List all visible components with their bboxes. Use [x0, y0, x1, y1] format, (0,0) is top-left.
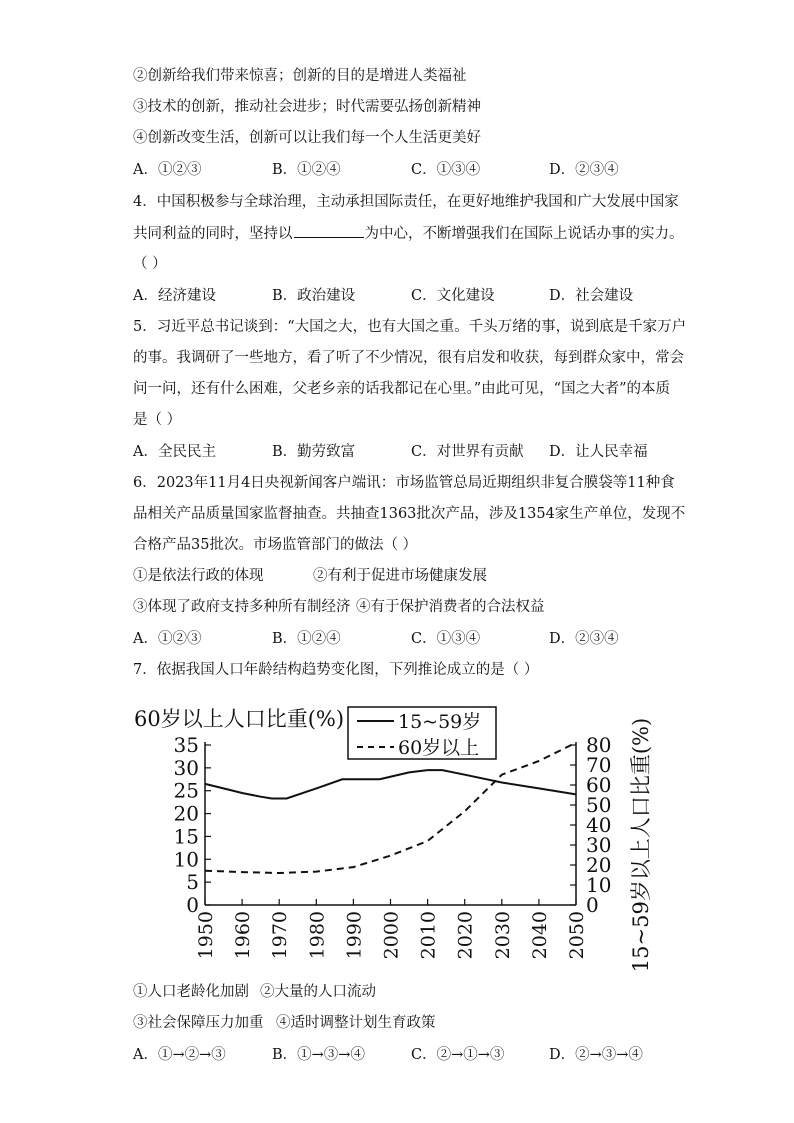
- right-axis-label: 15~59岁以上人口比重(%): [629, 717, 653, 973]
- q6-option-a[interactable]: A．①②③: [133, 631, 202, 647]
- right-tick-label: 70: [586, 753, 612, 777]
- q3-option-b[interactable]: B．①②④: [272, 162, 341, 178]
- x-tick-label: 1970: [269, 911, 292, 960]
- q7-items-row-1: [133, 982, 376, 1002]
- x-tick-label: 1990: [343, 911, 366, 960]
- right-tick-label: 80: [586, 733, 612, 757]
- q6-items-row-1: [133, 566, 487, 586]
- left-tick-label: 0: [186, 893, 199, 917]
- q4-stem-before-blank: 共同利益的同时，坚持以: [133, 226, 293, 242]
- q6-option-b[interactable]: B．①②④: [272, 631, 341, 647]
- q4-stem-after-blank: 为中心，不断增强我们在国际上说话办事的实力。: [364, 226, 684, 242]
- left-axis-label: 60岁以上人口比重(%): [134, 707, 345, 731]
- q7-item-3: ③社会保障压力加重: [133, 1015, 264, 1031]
- series-line-60-plus: [205, 743, 576, 873]
- q7-option-b[interactable]: B．①→③→④: [272, 1047, 365, 1063]
- right-tick-label: 50: [586, 793, 612, 817]
- q6-item-1: ①是依法行政的体现: [133, 568, 264, 584]
- legend: [348, 707, 496, 759]
- left-tick-label: 20: [173, 801, 199, 826]
- q4-option-b[interactable]: B．政治建设: [272, 288, 356, 304]
- x-tick-label: 2040: [528, 911, 551, 960]
- right-tick-label: 0: [586, 893, 599, 917]
- series-lines: [205, 743, 576, 873]
- q4-option-c[interactable]: C．文化建设: [411, 288, 495, 304]
- x-tick-label: 2020: [454, 911, 477, 960]
- q6-items-row-2: [133, 597, 545, 617]
- q6-item-4: ④有于保护消费者的合法权益: [356, 599, 545, 615]
- q6-item-3: ③体现了政府支持多种所有制经济: [133, 599, 351, 615]
- q3-option-c[interactable]: C．①③④: [411, 162, 481, 178]
- q3-item-3: ③技术的创新，推动社会进步；时代需要弘扬创新精神: [133, 99, 481, 115]
- q7-stem: 7．依据我国人口年龄结构趋势变化图，下列推论成立的是（ ）: [133, 662, 539, 678]
- x-tick-label: 1960: [232, 911, 255, 960]
- right-tick-label: 10: [586, 873, 612, 897]
- right-tick-label: 60: [586, 773, 612, 797]
- q4-stem-line-2: [133, 223, 684, 244]
- right-tick-label: 40: [586, 813, 612, 837]
- q3-item-2: ②创新给我们带来惊喜；创新的目的是增进人类福祉: [133, 68, 467, 84]
- left-tick-label: 35: [173, 733, 199, 757]
- x-tick-label: 2030: [491, 911, 514, 960]
- q5-option-a[interactable]: A．全民民主: [133, 444, 216, 460]
- population-chart: [128, 690, 668, 980]
- right-tick-label: 30: [586, 833, 612, 857]
- q5-option-b[interactable]: B．勤劳致富: [272, 444, 356, 460]
- q5-option-d[interactable]: D．让人民幸福: [549, 444, 648, 460]
- x-tick-label: 1980: [306, 911, 329, 960]
- axes: [174, 733, 612, 959]
- q3-option-d[interactable]: D．②③④: [549, 162, 619, 178]
- q6-stem-line-2: 品相关产品质量国家监督抽查。共抽查1363批次产品，涉及1354家生产单位，发现不: [133, 506, 686, 522]
- q5-stem-line-4: 是（ ）: [133, 412, 182, 428]
- q7-option-a[interactable]: A．①→②→③: [133, 1047, 226, 1063]
- left-tick-label: 5: [186, 870, 199, 895]
- legend-label-15-59: 15~59岁: [398, 711, 482, 733]
- q6-stem-line-1: 6．2023年11月4日央视新闻客户端讯：市场监管总局近期组织非复合膜袋等11种食: [133, 475, 675, 491]
- x-tick-label: 2050: [566, 911, 588, 960]
- q7-item-4: ④适时调整计划生育政策: [276, 1015, 436, 1031]
- q5-stem-line-3: 问一问，还有什么困难，父老乡亲的话我都记在心里。”由此可见，“国之大者”的本质: [133, 381, 670, 397]
- q7-option-c[interactable]: C．②→①→③: [411, 1047, 505, 1063]
- q5-stem-line-2: 的事。我调研了一些地方，看了听了不少情况，很有启发和收获，每到群众家中，常会: [133, 350, 684, 366]
- legend-label-60-plus: 60岁以上: [398, 737, 480, 759]
- q6-item-2: ②有利于促进市场健康发展: [313, 568, 487, 584]
- q4-stem-line-1: 4．中国积极参与全球治理，主动承担国际责任，在更好地维护我国和广大发展中国家: [133, 194, 679, 210]
- q5-stem-line-1: 5．习近平总书记谈到：“大国之大，也有大国之重。千头万绪的事，说到底是千家万户: [133, 319, 687, 335]
- q7-item-1: ①人口老龄化加剧: [133, 984, 249, 1000]
- answer-blank: [294, 223, 364, 238]
- q7-option-d[interactable]: D．②→③→④: [549, 1047, 643, 1063]
- q4-option-d[interactable]: D．社会建设: [549, 288, 634, 304]
- q7-item-2: ②大量的人口流动: [260, 984, 376, 1000]
- x-tick-label: 1950: [195, 911, 217, 960]
- q6-option-d[interactable]: D．②③④: [549, 631, 619, 647]
- q5-option-c[interactable]: C．对世界有贡献: [411, 444, 524, 460]
- q4-option-a[interactable]: A．经济建设: [133, 288, 216, 304]
- q6-option-c[interactable]: C．①③④: [411, 631, 481, 647]
- left-tick-label: 25: [173, 778, 199, 803]
- q3-option-a[interactable]: A．①②③: [133, 162, 202, 178]
- q3-item-4: ④创新改变生活，创新可以让我们每一个人生活更美好: [133, 130, 481, 146]
- q4-answer-paren: （ ）: [133, 256, 167, 272]
- x-tick-label: 2010: [417, 911, 440, 960]
- q7-items-row-2: [133, 1013, 436, 1033]
- right-tick-label: 20: [586, 853, 612, 877]
- series-line-15-59: [205, 770, 576, 798]
- left-tick-label: 30: [173, 755, 199, 780]
- x-tick-label: 2000: [380, 911, 403, 960]
- left-tick-label: 10: [173, 847, 199, 872]
- q6-stem-line-3: 合格产品35批次。市场监管部门的做法（ ）: [133, 537, 418, 553]
- left-tick-label: 15: [173, 824, 199, 849]
